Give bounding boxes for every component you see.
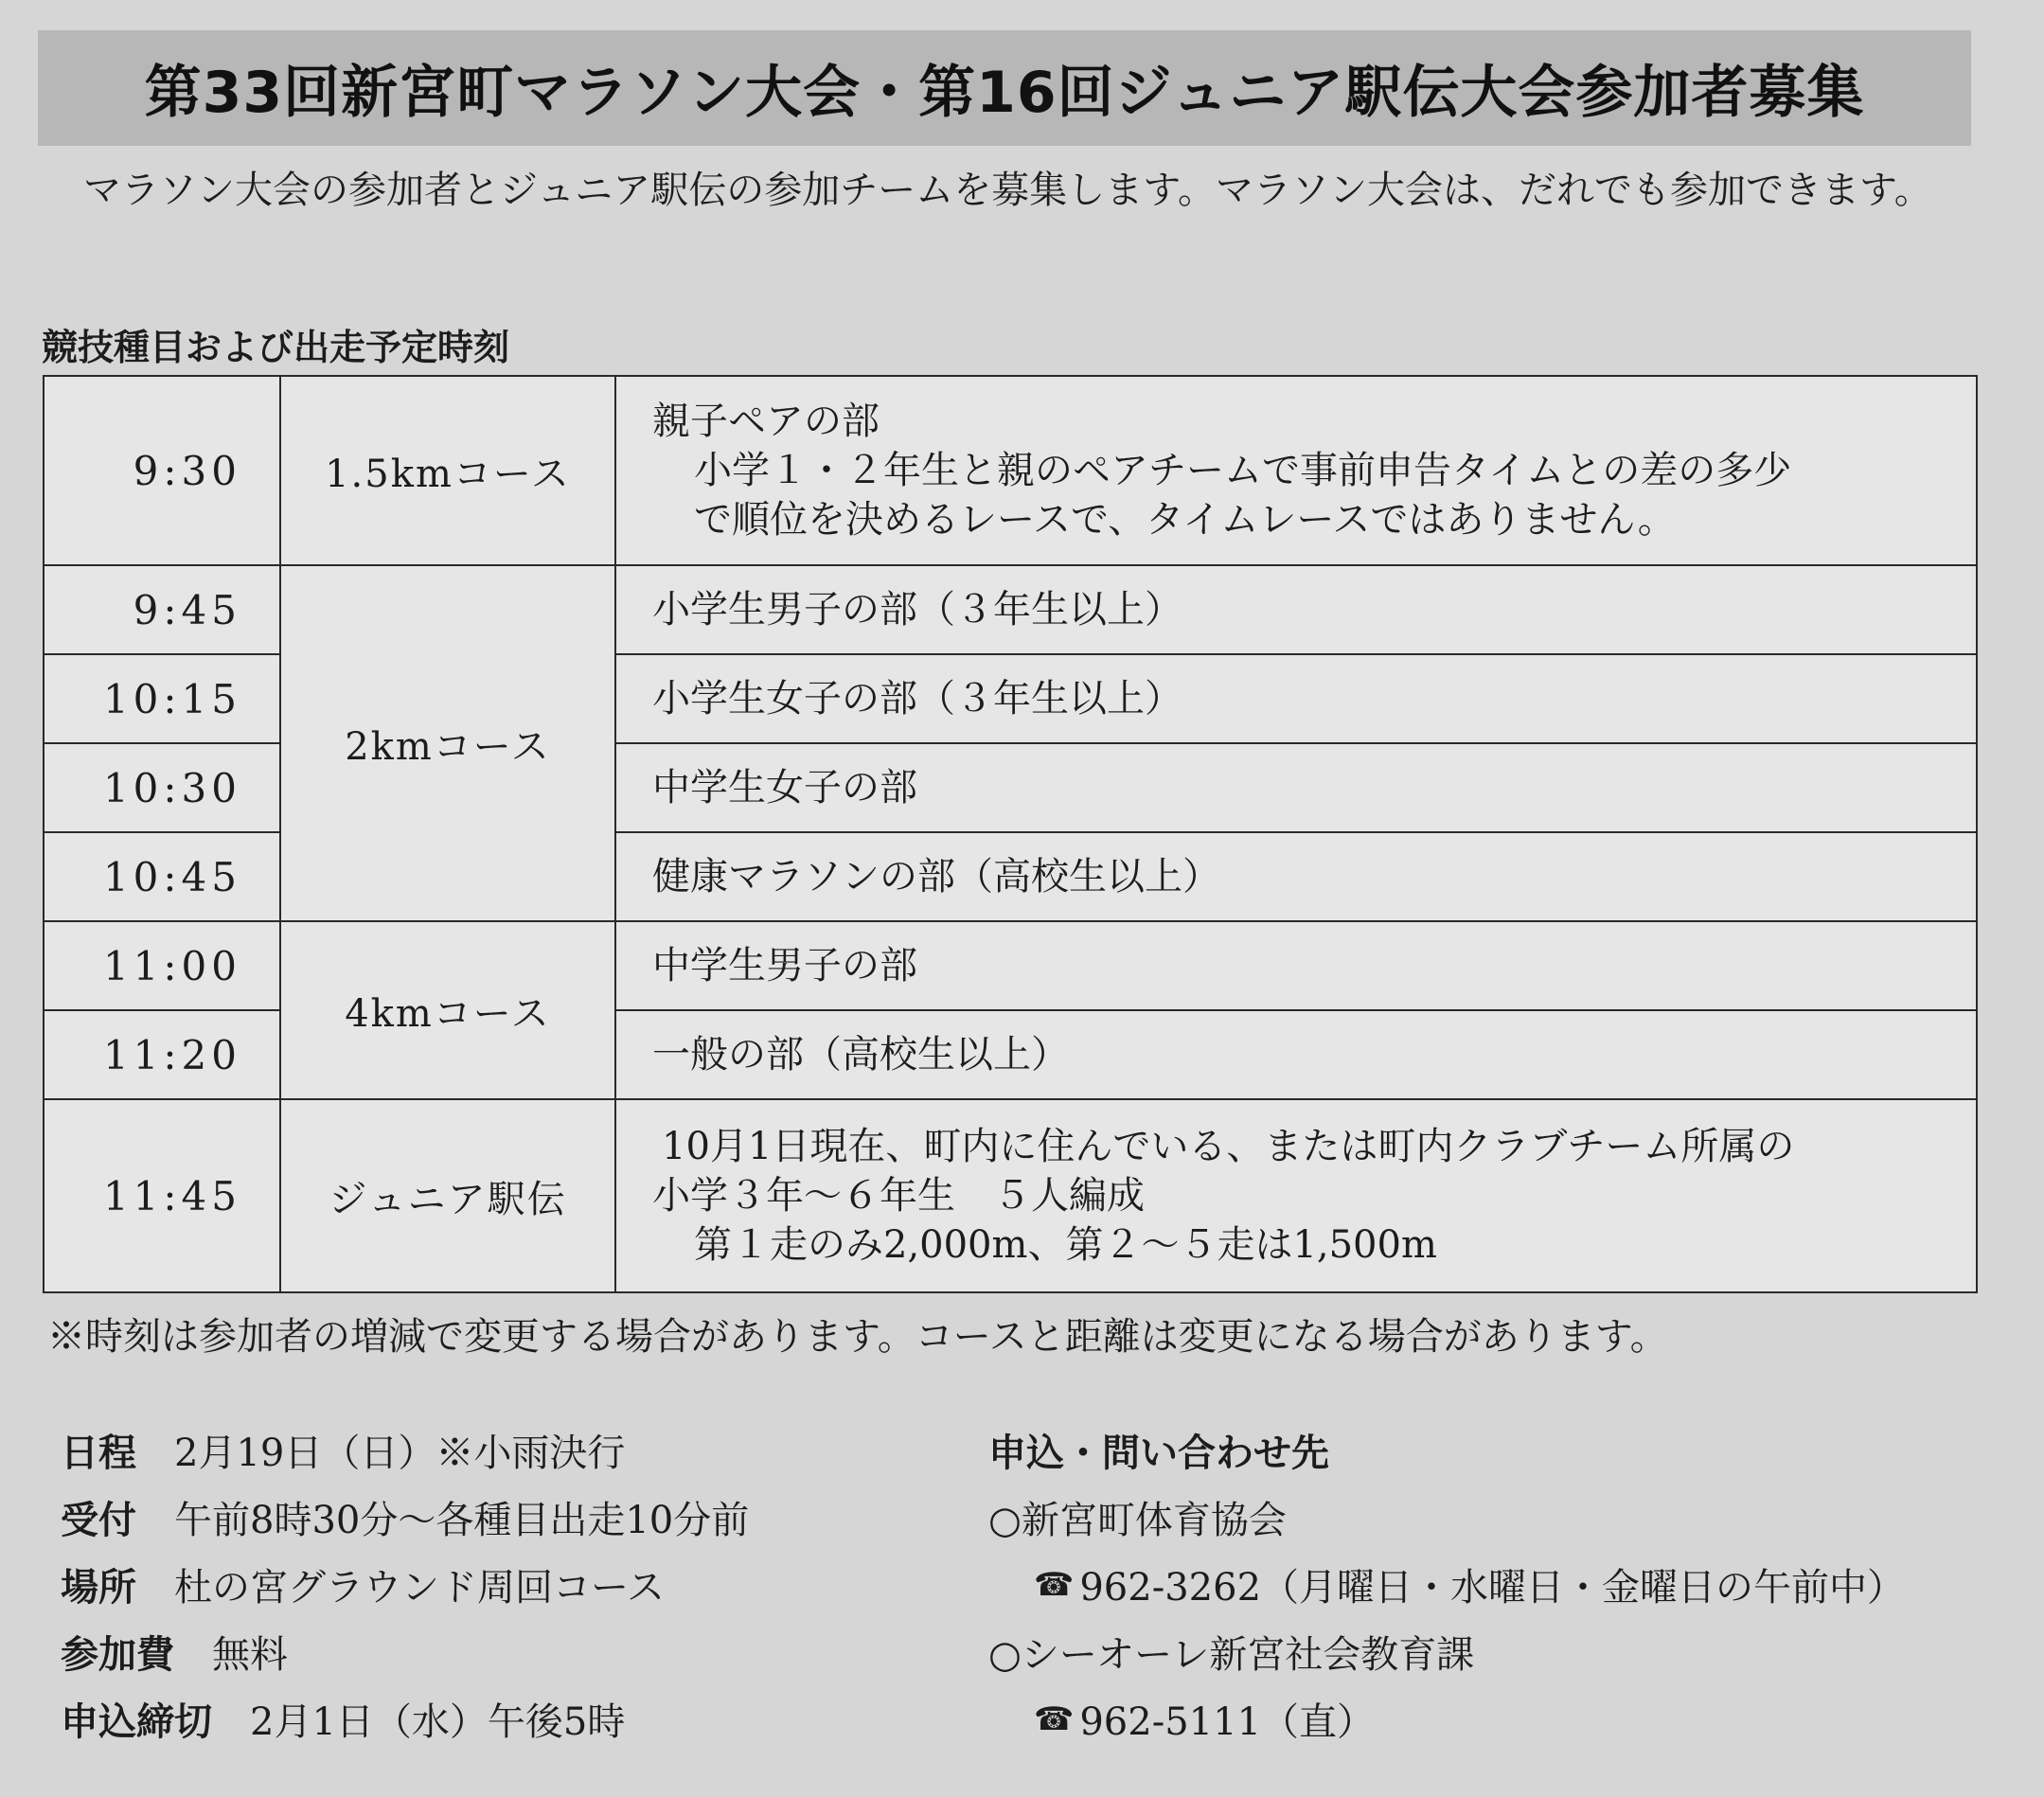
course-name: 2kmコース: [280, 565, 615, 921]
start-time: 11:00: [44, 921, 280, 1010]
telephone-icon: ☎: [1034, 1565, 1075, 1604]
event-description: [615, 376, 1977, 565]
table-row: [44, 1099, 1977, 1292]
contact-heading: 申込・問い合わせ先: [988, 1432, 1329, 1475]
course-name: ジュニア駅伝: [280, 1099, 615, 1292]
start-time: 9:45: [44, 565, 280, 654]
event-title: 親子ペアの部: [652, 400, 880, 443]
course-name: 1.5kmコース: [280, 376, 615, 565]
event-detail: で順位を決めるレースで、タイムレースではありません。: [694, 498, 1676, 542]
detail-value: 午前8時30分～各種目出走10分前: [174, 1499, 750, 1542]
table-row: [44, 921, 1977, 1010]
event-description: 小学生男子の部（３年生以上）: [615, 565, 1977, 654]
detail-value: 杜の宮グラウンド周回コース: [174, 1566, 665, 1610]
start-time: 10:45: [44, 832, 280, 921]
contact-org: ○新宮町体育協会: [988, 1499, 1287, 1542]
detail-row: [61, 1416, 951, 1484]
contact-info: [988, 1416, 1992, 1753]
title-banner: [38, 30, 1971, 146]
detail-label: 場所: [61, 1566, 136, 1610]
start-time: 10:15: [44, 654, 280, 743]
event-detail: 10月1日現在、町内に住んでいる、または町内クラブチーム所属の: [662, 1125, 1795, 1168]
start-time: 10:30: [44, 743, 280, 832]
event-details: [61, 1416, 951, 1753]
contact-phone-row: [988, 1685, 1992, 1753]
event-detail: 第１走のみ2,000m、第２～５走は1,500m: [694, 1223, 1437, 1267]
detail-row: [61, 1551, 951, 1618]
detail-label: 参加費: [61, 1633, 174, 1677]
event-description: 小学生女子の部（３年生以上）: [615, 654, 1977, 743]
event-description: 一般の部（高校生以上）: [615, 1010, 1977, 1099]
table-row: [44, 376, 1977, 565]
start-time: 11:20: [44, 1010, 280, 1099]
event-detail: 小学１・２年生と親のペアチームで事前申告タイムとの差の多少: [694, 449, 1792, 492]
detail-value: 無料: [212, 1633, 288, 1677]
start-time: 11:45: [44, 1099, 280, 1292]
page-title: 第33回新宮町マラソン大会・第16回ジュニア駅伝大会参加者募集: [144, 60, 1865, 126]
schedule-table: [43, 375, 1978, 1293]
event-description: 中学生女子の部: [615, 743, 1977, 832]
start-time: 9:30: [44, 376, 280, 565]
telephone-icon: ☎: [1034, 1699, 1075, 1738]
course-name: 4kmコース: [280, 921, 615, 1099]
schedule-note: ※時刻は参加者の増減で変更する場合があります。コースと距離は変更になる場合があります。: [47, 1315, 1668, 1359]
detail-value: 2月19日（日）※小雨決行: [174, 1432, 626, 1475]
event-detail: 小学３年～６年生 ５人編成: [652, 1174, 1145, 1218]
event-description: [615, 1099, 1977, 1292]
intro-text: マラソン大会の参加者とジュニア駅伝の参加チームを募集します。マラソン大会は、だれでも参加できます。: [83, 169, 1932, 212]
table-row: [44, 565, 1977, 654]
detail-label: 受付: [61, 1499, 136, 1542]
detail-row: [61, 1484, 951, 1551]
detail-row: [61, 1618, 951, 1685]
event-description: 健康マラソンの部（高校生以上）: [615, 832, 1977, 921]
event-description: 中学生男子の部: [615, 921, 1977, 1010]
detail-label: 日程: [61, 1432, 136, 1475]
detail-value: 2月1日（水）午後5時: [250, 1700, 626, 1744]
contact-org: ○シーオーレ新宮社会教育課: [988, 1633, 1475, 1677]
schedule-heading: 競技種目および出走予定時刻: [42, 327, 510, 368]
contact-phone-row: [988, 1551, 1992, 1618]
detail-label: 申込締切: [61, 1700, 212, 1744]
detail-row: [61, 1685, 951, 1753]
contact-phone: 962-3262（月曜日・水曜日・金曜日の午前中）: [1079, 1566, 1906, 1610]
contact-phone: 962-5111（直）: [1079, 1700, 1376, 1744]
